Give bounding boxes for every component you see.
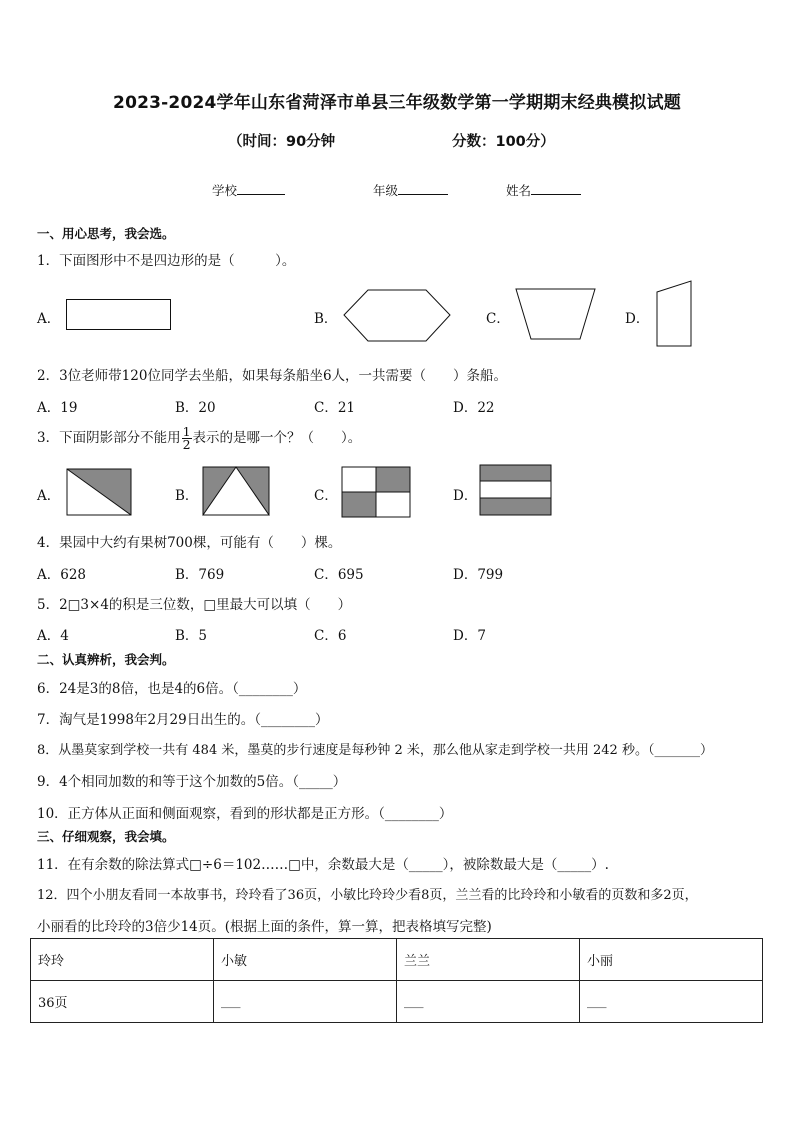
q1-option-b[interactable]: B． <box>314 311 338 327</box>
q12-table <box>30 938 763 1023</box>
question-1: 1．下面图形中不是四边形的是（ ）。 <box>37 253 296 269</box>
q3-option-c[interactable]: C． <box>314 488 338 504</box>
question-5: 5．2□3×4的积是三位数，□里最大可以填（ ） <box>37 597 352 613</box>
table-header-cell: 小敏 <box>214 939 397 981</box>
q3-option-d[interactable]: D． <box>453 488 478 504</box>
q5-option-b[interactable]: B．5 <box>175 628 208 644</box>
q2-option-a[interactable]: A．19 <box>37 400 78 416</box>
question-7: 7．淘气是1998年2月29日出生的。（________） <box>37 712 329 728</box>
q5-option-a[interactable]: A．4 <box>37 628 69 644</box>
table-answer-cell[interactable]: ___ <box>580 981 763 1023</box>
table-header-cell: 小丽 <box>580 939 763 981</box>
question-10: 10．正方体从正面和侧面观察，看到的形状都是正方形。（________） <box>37 806 453 822</box>
q3-quadrant-shaded-figure <box>341 466 411 518</box>
grade-blank[interactable] <box>398 182 448 195</box>
q1-hexagon-figure <box>343 289 451 343</box>
grade-field[interactable] <box>373 181 448 199</box>
q3-text-before: 3．下面阴影部分不能用 <box>37 430 181 446</box>
question-11: 11．在有余数的除法算式□÷6＝102……□中，余数最大是（_____），被除数最大是（_____）. <box>37 857 609 873</box>
name-field[interactable] <box>506 181 581 199</box>
q1-right-trapezoid-figure <box>656 280 693 348</box>
q2-option-c[interactable]: C．21 <box>314 400 356 416</box>
table-answer-cell[interactable]: ___ <box>397 981 580 1023</box>
table-cell: 36页 <box>31 981 214 1023</box>
table-row <box>31 981 763 1023</box>
fraction-numerator: 1 <box>182 424 191 439</box>
q1-option-d[interactable]: D． <box>625 311 650 327</box>
table-header-row <box>31 939 763 981</box>
q4-option-c[interactable]: C．695 <box>314 567 364 583</box>
school-label: 学校 <box>212 183 238 198</box>
q4-option-b[interactable]: B．769 <box>175 567 225 583</box>
question-3 <box>37 426 361 451</box>
q5-option-d[interactable]: D．7 <box>453 628 486 644</box>
table-header-cell: 玲玲 <box>31 939 214 981</box>
table-header-cell: 兰兰 <box>397 939 580 981</box>
q4-option-a[interactable]: A．628 <box>37 567 87 583</box>
question-8: 8．从墨莫家到学校一共有 484 米，墨莫的步行速度是每秒钟 2 米，那么他从家走到学校一共用 242 秒。（_______） <box>37 743 713 758</box>
q1-option-c[interactable]: C． <box>486 311 510 327</box>
q1-trapezoid-figure <box>515 288 596 340</box>
question-12-line-2: 小丽看的比玲玲的3倍少14页。(根据上面的条件，算一算，把表格填写完整) <box>37 919 492 935</box>
question-9: 9．4个相同加数的和等于这个加数的5倍。（_____） <box>37 774 347 790</box>
exam-score: 分数：100分） <box>452 134 555 150</box>
question-4: 4．果园中大约有果树700棵，可能有（ ）棵。 <box>37 535 342 551</box>
section-1-heading: 一、用心思考，我会选。 <box>37 226 175 241</box>
q4-option-d[interactable]: D．799 <box>453 567 504 583</box>
q1-rectangle-figure <box>66 299 172 331</box>
page-title: 2023-2024学年山东省菏泽市单县三年级数学第一学期期末经典模拟试题 <box>113 93 681 113</box>
one-half-fraction <box>182 426 192 451</box>
exam-time: （时间：90分钟 <box>228 134 336 150</box>
section-3-heading: 三、仔细观察，我会填。 <box>37 829 175 844</box>
table-answer-cell[interactable]: ___ <box>214 981 397 1023</box>
grade-label: 年级 <box>373 183 399 198</box>
q2-option-d[interactable]: D．22 <box>453 400 495 416</box>
q5-option-c[interactable]: C．6 <box>314 628 347 644</box>
school-field[interactable] <box>212 181 285 199</box>
name-label: 姓名 <box>506 183 532 198</box>
q3-text-after: 表示的是哪一个？（ ）。 <box>192 430 362 446</box>
q3-triangle-shaded-figure <box>202 466 270 516</box>
question-6: 6．24是3的8倍，也是4的6倍。（________） <box>37 681 307 697</box>
question-12-line-1: 12．四个小朋友看同一本故事书，玲玲看了36页，小敏比玲玲少看8页，兰兰看的比玲玲和小敏看的页数和多2页， <box>37 888 698 903</box>
q1-option-a[interactable]: A． <box>37 311 61 327</box>
fraction-denominator: 2 <box>182 437 191 452</box>
name-blank[interactable] <box>531 182 581 195</box>
q3-diagonal-shaded-figure <box>66 468 132 516</box>
school-blank[interactable] <box>237 182 285 195</box>
question-2: 2．3位老师带120位同学去坐船，如果每条船坐6人，一共需要（ ）条船。 <box>37 368 508 384</box>
q3-option-a[interactable]: A． <box>37 488 61 504</box>
section-2-heading: 二、认真辨析，我会判。 <box>37 652 175 667</box>
q2-option-b[interactable]: B．20 <box>175 400 216 416</box>
q3-striped-shaded-figure <box>479 464 552 516</box>
q3-option-b[interactable]: B． <box>175 488 199 504</box>
